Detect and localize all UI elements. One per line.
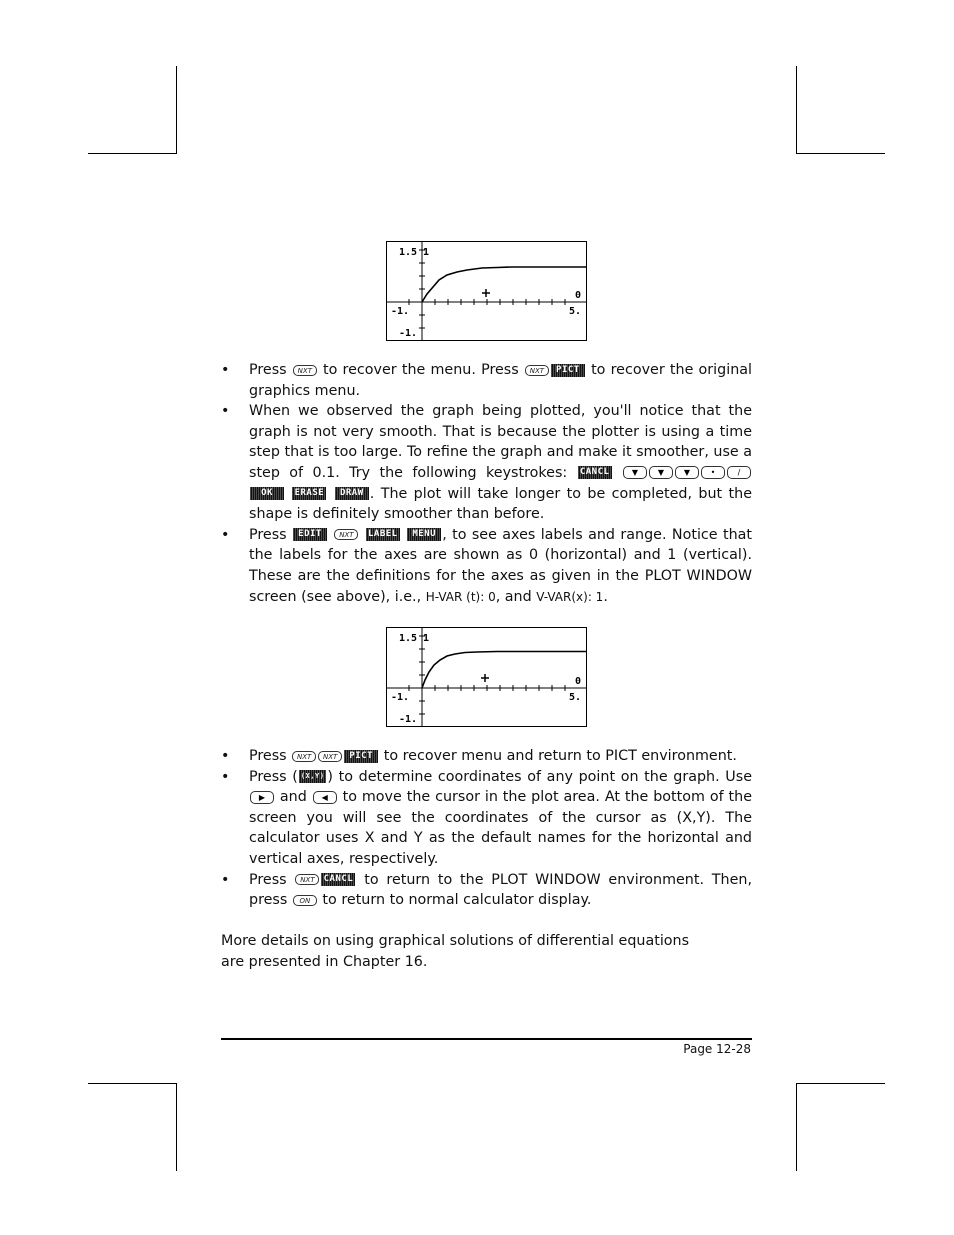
horizontal-axis-label: 0 bbox=[575, 676, 582, 687]
list-item: • Press EDIT NXT LABEL MENU , to see axes labels and range. Notice that the labels for the axes are shown as 0 (horizontal) and 1 (vertical). These are the definitions for the axes as given in the PLOT WINDOW screen (see above), i.e., H-VAR (t): 0, and V-VAR(x): 1. bbox=[221, 525, 752, 607]
crop-mark bbox=[88, 1083, 177, 1084]
list-item: • Press ( (X,Y) ) to determine coordinates of any point on the graph. Use ▶ and ◀ to move the cursor in the plot area. At the bottom of the screen you will see the coordinates of the cursor as (X,Y). The calculator uses X and Y as the default names for the horizontal and vertical axes, respectively. bbox=[221, 767, 752, 870]
vertical-axis-label: 1 bbox=[423, 247, 430, 258]
footer-rule bbox=[221, 1038, 752, 1040]
edit-softkey[interactable]: EDIT bbox=[293, 528, 327, 541]
dot-key[interactable]: • bbox=[701, 466, 725, 479]
nxt-key[interactable]: NXT bbox=[525, 365, 549, 376]
xmax-label: 5. bbox=[569, 692, 582, 703]
vertical-axis-label: 1 bbox=[423, 633, 430, 644]
right-arrow-key[interactable]: ▶ bbox=[250, 791, 274, 804]
calculator-plot-screen-1 bbox=[386, 241, 587, 341]
down-arrow-key[interactable]: ▼ bbox=[649, 466, 673, 479]
label-softkey[interactable]: LABEL bbox=[366, 528, 400, 541]
nxt-key[interactable]: NXT bbox=[292, 751, 316, 762]
list-item: • Press NXT NXT PICT to recover menu and return to PICT environment. bbox=[221, 746, 752, 767]
draw-softkey[interactable]: DRAW bbox=[335, 487, 369, 500]
horizontal-axis-label: 0 bbox=[575, 290, 582, 301]
crop-mark bbox=[796, 66, 797, 154]
cancl-softkey[interactable]: CANCL bbox=[321, 873, 355, 886]
nxt-key[interactable]: NXT bbox=[293, 365, 317, 376]
cancl-softkey[interactable]: CANCL bbox=[578, 466, 612, 479]
divide-key[interactable]: / bbox=[727, 466, 751, 479]
left-arrow-key[interactable]: ◀ bbox=[313, 791, 337, 804]
down-arrow-key[interactable]: ▼ bbox=[623, 466, 647, 479]
crop-mark bbox=[796, 1083, 885, 1084]
xmin-label: -1. bbox=[391, 692, 410, 703]
ymin-label: -1. bbox=[399, 328, 418, 339]
instruction-list-1 bbox=[221, 360, 752, 607]
calculator-plot-screen-2 bbox=[386, 627, 587, 727]
erase-softkey[interactable]: ERASE bbox=[292, 487, 326, 500]
ymax-label: 1.5 bbox=[399, 633, 418, 644]
pict-softkey[interactable]: PICT bbox=[344, 750, 378, 763]
on-key[interactable]: ON bbox=[293, 895, 317, 906]
nxt-key[interactable]: NXT bbox=[295, 874, 319, 885]
xmin-label: -1. bbox=[391, 306, 410, 317]
nxt-key[interactable]: NXT bbox=[318, 751, 342, 762]
ymin-label: -1. bbox=[399, 714, 418, 725]
pict-softkey[interactable]: PICT bbox=[551, 364, 585, 377]
crop-mark bbox=[176, 1083, 177, 1171]
list-item: • Press NXT CANCL to return to the PLOT WINDOW environment. Then, press ON to return to normal calculator display. bbox=[221, 870, 752, 911]
ok-softkey[interactable]: OK bbox=[250, 487, 284, 500]
instruction-list-2 bbox=[221, 746, 752, 911]
down-arrow-key[interactable]: ▼ bbox=[675, 466, 699, 479]
list-item: • When we observed the graph being plotted, you'll notice that the graph is not very smooth. That is because the plotter is using a time step that is too large. To refine the graph and make it smoother, use a step of 0.1. Try the following keystrokes: CANCL ▼ ▼ ▼ • / OK ERASE DRAW . The plot will take longer to be completed, but the shape is definitely smoother than before. bbox=[221, 401, 752, 525]
nxt-key[interactable]: NXT bbox=[334, 529, 358, 540]
ymax-label: 1.5 bbox=[399, 247, 418, 258]
crop-mark bbox=[176, 66, 177, 154]
xmax-label: 5. bbox=[569, 306, 582, 317]
crop-mark bbox=[796, 1083, 797, 1171]
crop-mark bbox=[796, 153, 885, 154]
menu-softkey[interactable]: MENU bbox=[407, 528, 441, 541]
closing-paragraph: More details on using graphical solutions of differential equations are presented in Chapter 16. bbox=[221, 933, 690, 970]
list-item: • Press NXT to recover the menu. Press NXT PICT to recover the original graphics menu. bbox=[221, 360, 752, 401]
crop-mark bbox=[88, 153, 177, 154]
xy-softkey[interactable]: (X,Y) bbox=[299, 770, 327, 783]
page-number: Page 12-28 bbox=[683, 1042, 751, 1056]
